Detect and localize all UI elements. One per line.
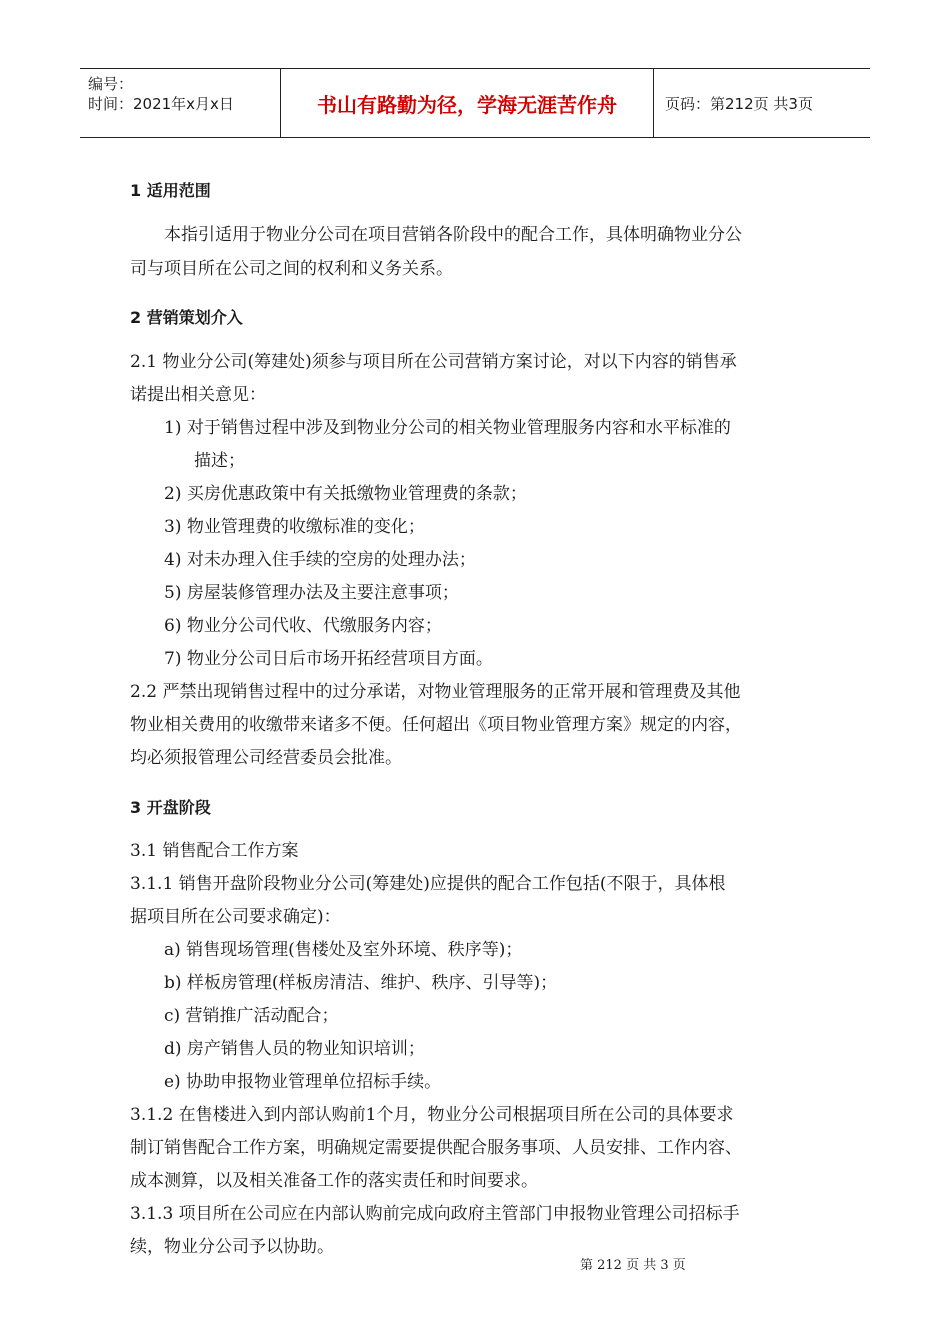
paragraph-line: 司与项目所在公司之间的权利和义务关系。: [130, 259, 453, 279]
paragraph-line: 均必须报管理公司经营委员会批准。: [130, 748, 402, 768]
list-item: b) 样板房管理(样板房清洁、维护、秩序、引导等)；: [164, 973, 558, 993]
list-item: c) 营销推广活动配合；: [164, 1006, 339, 1026]
list-item-continuation: 描述；: [194, 451, 245, 471]
subsection-heading: 3.1 销售配合工作方案: [130, 841, 299, 861]
list-item: e) 协助申报物业管理单位招标手续。: [164, 1072, 442, 1092]
list-item: 1) 对于销售过程中涉及到物业分公司的相关物业管理服务内容和水平标准的: [164, 418, 731, 438]
paragraph-line: 2.1 物业分公司(筹建处)须参与项目所在公司营销方案讨论，对以下内容的销售承: [130, 352, 737, 372]
list-item: 3) 物业管理费的收缴标准的变化；: [164, 517, 425, 537]
paragraph-line: 3.1.3 项目所在公司应在内部认购前完成向政府主管部门申报物业管理公司招标手: [130, 1204, 740, 1224]
page-header: [80, 68, 870, 138]
header-motto: 书山有路勤为径，学海无涯苦作舟: [281, 69, 654, 137]
paragraph-line: 本指引适用于物业分公司在项目营销各阶段中的配合工作，具体明确物业分公: [164, 225, 742, 245]
header-page-label: 页码：第212页 共3页: [665, 94, 813, 113]
section-heading-2: 2 营销策划介入: [130, 308, 243, 327]
paragraph-line: 制订销售配合工作方案，明确规定需要提供配合服务事项、人员安排、工作内容、: [130, 1138, 742, 1158]
list-item: a) 销售现场管理(售楼处及室外环境、秩序等)；: [164, 940, 523, 960]
page-footer: 第 212 页 共 3 页: [580, 1258, 686, 1273]
code-label: 编号：: [88, 75, 134, 93]
list-item: 2) 买房优惠政策中有关抵缴物业管理费的条款；: [164, 484, 527, 504]
list-item: d) 房产销售人员的物业知识培训；: [164, 1039, 425, 1059]
paragraph-line: 成本测算，以及相关准备工作的落实责任和时间要求。: [130, 1171, 538, 1191]
paragraph-line: 续，物业分公司予以协助。: [130, 1237, 334, 1257]
paragraph-line: 物业相关费用的收缴带来诸多不便。任何超出《项目物业管理方案》规定的内容，: [130, 715, 742, 735]
section-heading-1: 1 适用范围: [130, 181, 211, 200]
time-label: 时间：2021年x月x日: [88, 95, 234, 113]
paragraph-line: 3.1.2 在售楼进入到内部认购前1个月，物业分公司根据项目所在公司的具体要求: [130, 1105, 734, 1125]
list-item: 4) 对未办理入住手续的空房的处理办法；: [164, 550, 476, 570]
list-item: 7) 物业分公司日后市场开拓经营项目方面。: [164, 649, 493, 669]
paragraph-line: 3.1.1 销售开盘阶段物业分公司(筹建处)应提供的配合工作包括(不限于，具体根: [130, 874, 726, 894]
paragraph-line: 诺提出相关意见：: [130, 385, 266, 405]
list-item: 5) 房屋装修管理办法及主要注意事项；: [164, 583, 459, 603]
paragraph-line: 据项目所在公司要求确定)：: [130, 907, 341, 927]
paragraph-line: 2.2 严禁出现销售过程中的过分承诺，对物业管理服务的正常开展和管理费及其他: [130, 682, 741, 702]
section-heading-3: 3 开盘阶段: [130, 798, 211, 817]
list-item: 6) 物业分公司代收、代缴服务内容；: [164, 616, 442, 636]
header-meta: [80, 69, 281, 137]
